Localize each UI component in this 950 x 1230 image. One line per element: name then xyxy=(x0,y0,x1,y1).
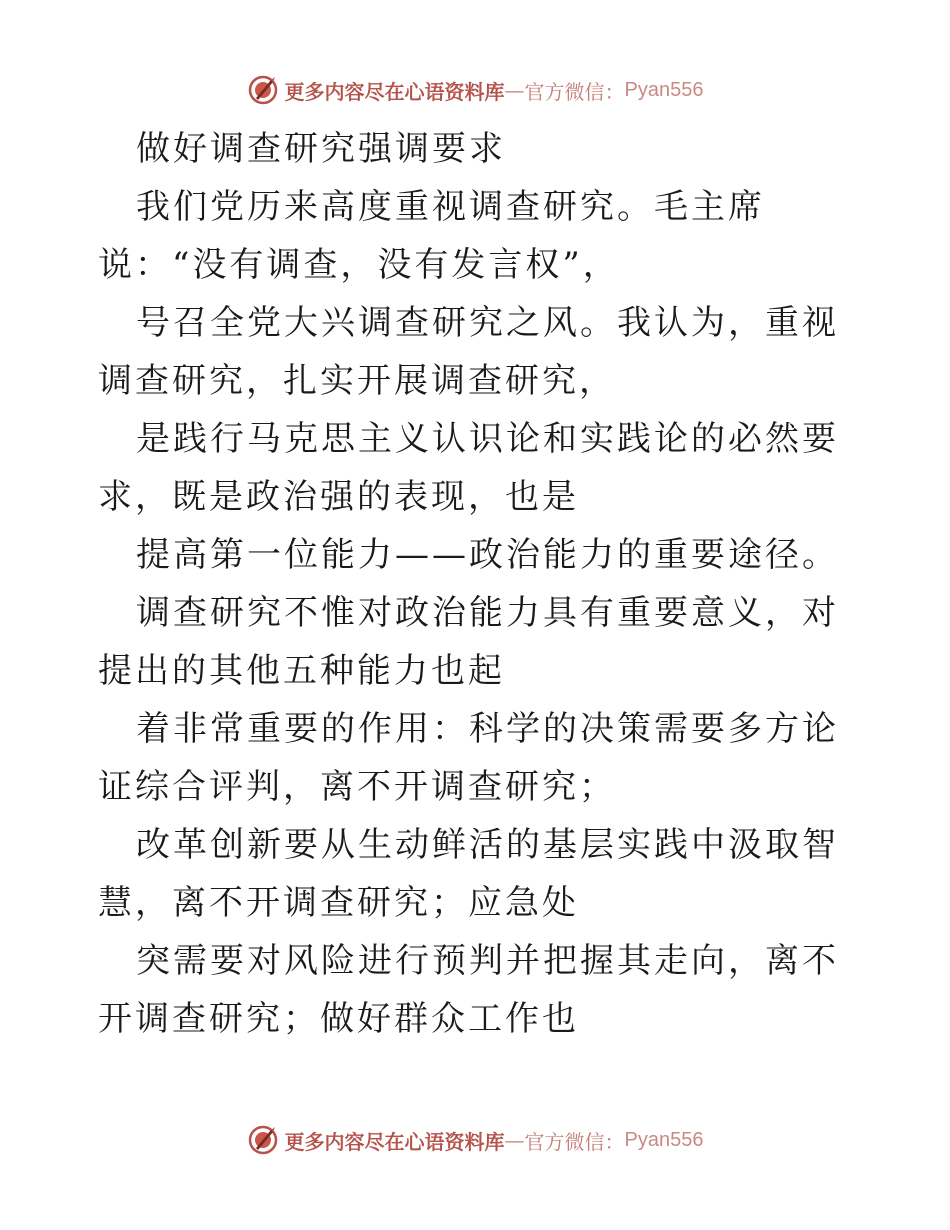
banner-wechat-label: 官方微信： xyxy=(524,79,625,104)
banner-wechat-label: 官方微信： xyxy=(524,1129,625,1154)
document-title: 做好调查研究强调要求 xyxy=(136,129,506,169)
paragraph: 突需要对风险进行预判并把握其走向，离不开调查研究；做好群众工作也 xyxy=(98,941,839,1039)
paragraph: 改革创新要从生动鲜活的基层实践中汲取智慧，离不开调查研究；应急处 xyxy=(98,825,839,923)
paragraph: 我们党历来高度重视调查研究。毛主席说：“没有调查，没有发言权”， xyxy=(98,187,765,285)
header-banner xyxy=(0,70,950,110)
banner-dash: — xyxy=(504,78,525,102)
banner-lead-text: 更多内容尽在心语资料库 xyxy=(284,1129,505,1154)
paragraph: 调查研究不惟对政治能力具有重要意义，对提出的其他五种能力也起 xyxy=(98,593,839,691)
banner-wechat-id: Pyan556 xyxy=(624,1128,704,1151)
paragraph: 是践行马克思主义认识论和实践论的必然要求，既是政治强的表现，也是 xyxy=(98,419,839,517)
paragraph: 着非常重要的作用：科学的决策需要多方论证综合评判，离不开调查研究； xyxy=(98,709,839,807)
document-body xyxy=(98,120,858,1048)
banner-wechat-id: Pyan556 xyxy=(624,78,704,101)
footer-banner xyxy=(0,1120,950,1160)
paragraph: 提高第一位能力——政治能力的重要途径。 xyxy=(136,535,839,575)
banner-lead-text: 更多内容尽在心语资料库 xyxy=(284,79,505,104)
paragraph: 号召全党大兴调查研究之风。我认为，重视调查研究，扎实开展调查研究， xyxy=(98,303,839,401)
banner-dash: — xyxy=(504,1128,525,1152)
quill-pen-logo-icon xyxy=(247,1124,279,1156)
quill-pen-logo-icon xyxy=(247,74,279,106)
